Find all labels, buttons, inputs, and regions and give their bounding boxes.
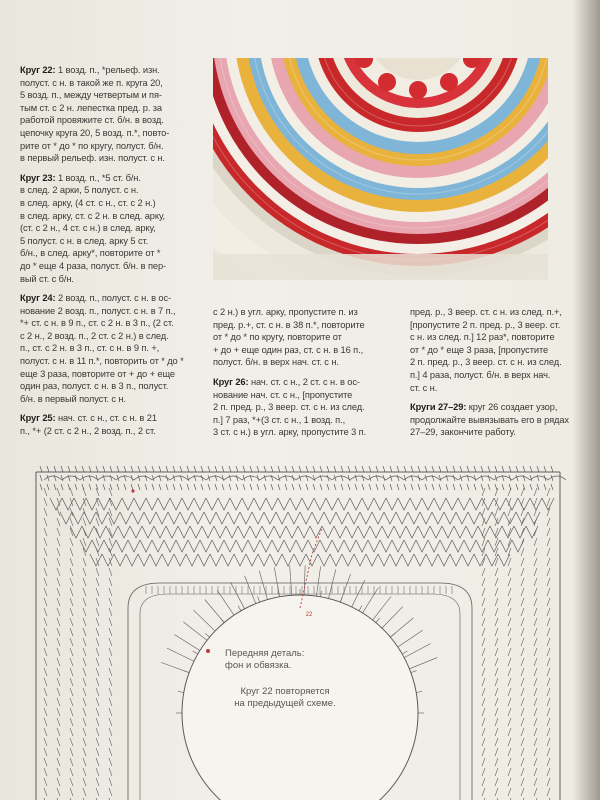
text-column-right [410, 306, 588, 446]
chart-row-number: 22 [305, 612, 313, 618]
paragraph-rounds-27-29: Круги 27–29: круг 26 создает узор, продолжайте вывязывать его в рядах 27–29, закончите работу. [410, 402, 569, 438]
paragraph-round-24: Круг 24: 2 возд. п., полуст. с н. в ос- нование 2 возд. п., полуст. с н. в 7 п., *+ ст. с н. в 9 п., ст. с 2 н. в 3 п., (2 ст. с 2 н., 2 возд. п., 2 ст. с 2 н.) в след. п., ст. с 2 н. в 3 п., ст. с н. в 9 п. +, полуст. с н. в 11 п.*, повторить от * до * еще 3 раза, повторите от + до + еще один раз, полуст. с н. в 3 п., полуст. б/н. в первый полуст. с н. [20, 293, 184, 404]
paragraph-round-22: Круг 22: 1 возд. п., *рельеф. изн. полуст. с н. в такой же п. круга 20, 5 возд. п., между четвертым и пя- тым ст. с 2 н. лепестка пред. р. за работой провяжите ст. б/н. в возд. цепочку круга 20, 5 возд. п.*, повто- рите от * до * по кругу, полуст. б/н. в первый рельеф. изн. полуст. с н. [20, 65, 170, 164]
paragraph-round-25-cont: с 2 н.) в угл. арку, пропустите п. из пред. р.+, ст. с н. в 38 п.*, повторите от * до * по кругу, повторите от + до + еще один раз, ст. с н. в 16 п., полуст. б/н. в верх нач. ст. с н. [213, 307, 365, 368]
page-fold-shadow [572, 0, 600, 800]
chart-label-front-piece: Передняя деталь: фон и обвязка. [225, 648, 305, 671]
text-column-middle [213, 306, 405, 446]
paragraph-round-25: Круг 25: нач. ст. с н., ст. с н. в 21 п., *+ (2 ст. с 2 н., 2 возд. п., 2 ст. [20, 413, 157, 437]
crochet-photo [213, 58, 548, 280]
crochet-chart-svg [0, 458, 600, 800]
paragraph-round-23: Круг 23: 1 возд. п., *5 ст. б/н. в след. 2 арки, 5 полуст. с н. в след. арку, (4 ст. с н., ст. с 2 н.) в след. арку, ст. с 2 н. в след. арку, (ст. с 2 н., 4 ст. с н.) в след. арку, 5 полуст. с н. в след. арку 5 ст. б/н., в след. арку*, повторите от * до * еще 4 раза, полуст. б/н. в пер- вый ст. с б/н. [20, 172, 167, 284]
crochet-photo-illustration [213, 58, 548, 280]
crochet-chart [0, 458, 600, 800]
text-column-left [20, 64, 205, 445]
chart-label-repeat: Круг 22 повторяется на предыдущей схеме. [234, 686, 336, 709]
paragraph-round-26: Круг 26: нач. ст. с н., 2 ст. с н. в ос- нование нач. ст. с н., [пропустите 2 п. пред. р., 3 веер. ст. с н. из след. п.] 7 раз, *+(3 ст. с н., 1 возд. п., 3 ст. с н.) в угл. арку, пропустите 3 п. [213, 376, 367, 438]
paragraph-round-26-cont: пред. р., 3 веер. ст. с н. из след. п.+, [пропустите 2 п. пред. р., 3 веер. ст. с н. из след. п.] 12 раз*, повторите от * до * еще 3 раза, [пропустите 2 п. пред. р., 3 веер. ст. с н. из след. п.] 4 раза, полуст. б/н. в верх нач. ст. с н. [410, 307, 562, 393]
